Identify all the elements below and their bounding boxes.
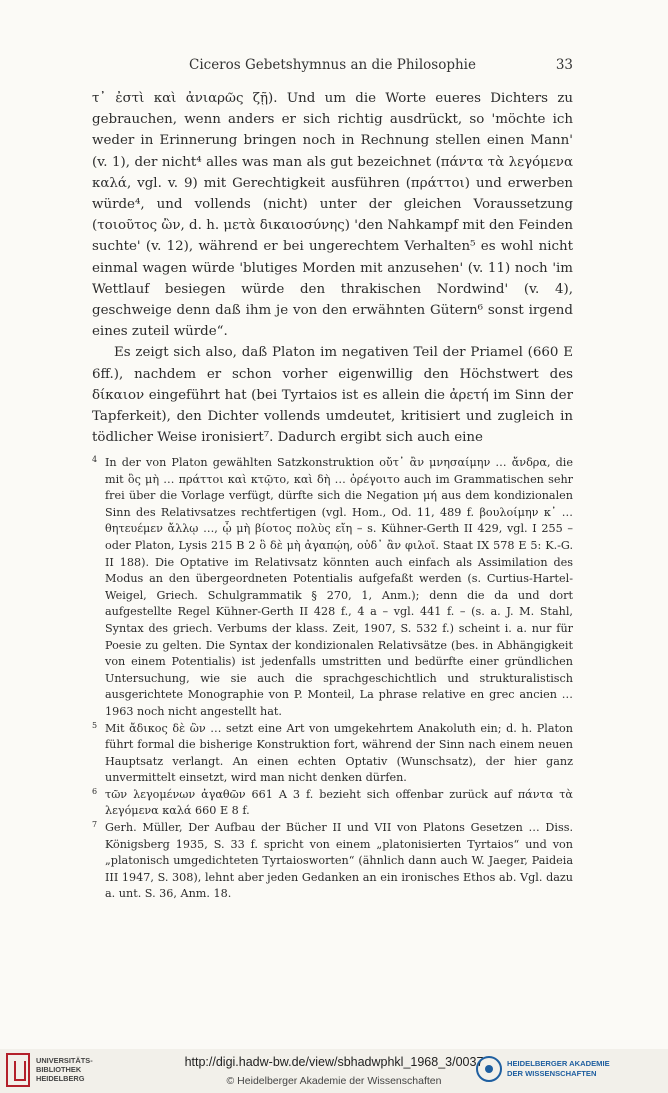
footnote-mark: 7	[92, 820, 98, 830]
logo-line: DER WISSENSCHAFTEN	[507, 1069, 597, 1078]
logo-line: HEIDELBERGER AKADEMIE	[507, 1059, 610, 1068]
running-header	[92, 57, 573, 79]
page-number: 33	[555, 57, 573, 73]
footnote-text: τῶν λεγομένων ἀγαθῶν 661 A 3 f. bezieht sich offenbar zurück auf πάντα τὰ λεγόμενα καλά 660 E 8 f.	[105, 787, 573, 818]
running-title: Ciceros Gebetshymnus an die Philosophie	[188, 57, 476, 73]
footnote-text: Mit ἄδικος δὲ ὢν … setzt eine Art von umgekehrtem Anakoluth ein; d. h. Platon führt formal die bisherige Konstruktion fort, während der Sinn nach einem neuen Hauptsatz verlangt. An einen echten Optativ (Wunschsatz), der hier ganz unvermittelt einsetzt, wird man nicht denken dürfen.	[105, 721, 573, 785]
footnote-mark: 4	[92, 455, 98, 464]
footnote	[92, 455, 573, 721]
footnote-text: Gerh. Müller, Der Aufbau der Bücher II und VII von Platons Gesetzen … Diss. Königsberg 1935, S. 33 f. spricht von einem „platonisierten Tyrtaios“ und von „platonisch umgedichteten Tyrtaiosworten“ (ähnlich dann auch W. Jaeger, Paideia III 1947, S. 308), lehnt aber jeden Gedanken an ein ironisches Ethos ab. Vgl. dazu a. unt. S. 36, Anm. 18.	[105, 821, 573, 901]
academy-logo[interactable]	[476, 1055, 662, 1087]
paragraph: Es zeigt sich also, daß Platon im negativen Teil der Priamel (660 E 6ff.), nachdem er schon vorher eigenwillig den Höchstwert des δίκαιον eingeführt hat (bei Tyrtaios ist es allein die ἀρετή im Sinn der Tapferkeit), den Dichter vollends umdeutet, kritisiert und zugleich in tödlicher Weise ironisiert⁷. Dadurch ergibt sich auch eine	[92, 345, 573, 446]
footnote	[92, 820, 573, 903]
footnote-text: In der von Platon gewählten Satzkonstruktion οὔτ᾽ ἂν μνησαίμην … ἄνδρα, die mit ὃς μὴ … πράττοι καὶ κτῷτο, καὶ δὴ … ὀρέγοιτο auch im Grammatischen sehr frei über die Vorlage verfügt, dürfte sich die Negation μή aus dem kondizionalen Sinn des Relativsatzes rechtfertigen (vgl. Hom., Od. 11, 489 f. βουλοίμην κ᾽ … θητευέμεν ἄλλῳ …, ᾧ μὴ βίοτος πολὺς εἴη – s. Kühner-Gerth II 429, vgl. I 255 – oder Platon, Lysis 215 B 2 ὃ δὲ μὴ ἀγαπῴη, οὐδ᾽ ἂν φιλοῖ. Staat IX 578 E 5: K.-G. II 188). Die Optative im Relativsatz könnten auch einfach als Assimilation des Modus an den übergeordneten Potentialis aufgefaßt werden (s. Curtius-Hartel-Weigel, Griech. Schulgrammatik § 270, 1, Anm.); denn die da und dort aufgestellte Regel Kühner-Gerth II 428 f., 4 a – vgl. 441 f. – (s. a. J. M. Stahl, Syntax des griech. Verbums der klass. Zeit, 1907, S. 532 f.) scheint i. a. nur für Poesie zu gelten. Die Syntax der kondizionalen Relativsätze (bes. in Abhängigkeit von einem Potentialis) ist jedenfalls umstritten und bedürfte einer gründlichen Untersuchung, wie sie auch die sprachgeschichtlich und strukturalistisch ausgerichtete Monographie von P. Monteil, La phrase relative en grec ancien … 1963 noch nicht angestellt hat.	[105, 456, 573, 718]
footnote	[92, 721, 573, 787]
academy-emblem-icon	[476, 1056, 502, 1082]
permalink-url[interactable]: http://digi.hadw-bw.de/view/sbhadwphkl_1968_3/0037	[184, 1055, 484, 1069]
footnotes	[92, 455, 573, 903]
footnote	[92, 787, 573, 820]
logo-line: HEIDELBERG	[36, 1074, 85, 1083]
copyright-notice: © Heidelberger Akademie der Wissenschaften	[226, 1075, 442, 1087]
footnote-mark: 5	[92, 720, 98, 730]
main-text	[92, 88, 573, 448]
footnote-mark: 6	[92, 786, 98, 796]
paragraph: τ᾽ ἐστὶ καὶ ἀνιαρῶς ζῇ). Und um die Worte eueres Dichters zu gebrauchen, wenn anders er sich richtig ausdrückt, so 'möchte ich weder in Erinnerung bringen noch in Rechnung stellen einen Mann' (v. 1), der nicht⁴ alles was man als gut bezeichnet (πάντα τὰ λεγόμενα καλά, vgl. v. 9) mit Gerechtigkeit ausführen (πράττοι) und erwerben würde⁴, und vollends (nicht) unter der gleichen Voraussetzung (τοιοῦτος ὢν, d. h. μετὰ δικαιοσύνης) 'den Nahkampf mit den Feinden suchte' (v. 12), während er bei ungerechtem Verhalten⁵ es wohl nicht einmal wagen würde 'blutiges Morden mit anzusehen' (v. 11) noch 'im Wettlauf besiegen würde den thrakischen Nordwind' (v. 4), geschweige denn daß ihm je von den erwähnten Gütern⁶ sonst irgend eines zuteil würde“.	[92, 91, 573, 340]
logo-line: UNIVERSITÄTS-	[36, 1056, 93, 1065]
logo-line: BIBLIOTHEK	[36, 1065, 82, 1074]
